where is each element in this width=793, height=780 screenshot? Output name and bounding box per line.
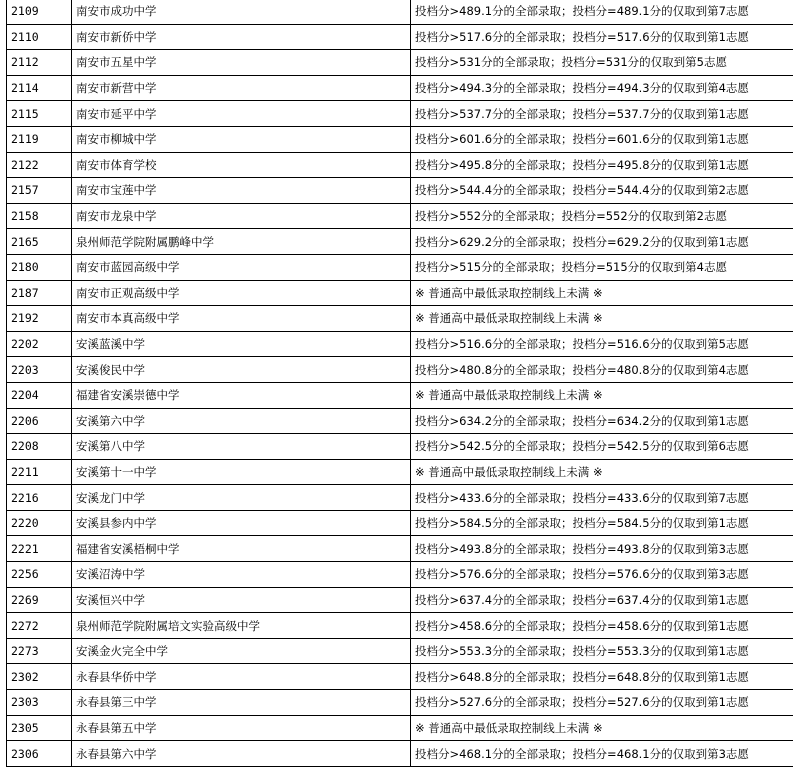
table-row xyxy=(7,664,793,690)
admission-result-cell: 投档分>637.4分的全部录取；投档分=637.4分的仅取到第1志愿 xyxy=(411,587,793,613)
table-row xyxy=(7,613,793,639)
admission-result-cell: 投档分>480.8分的全部录取；投档分=480.8分的仅取到第4志愿 xyxy=(411,357,793,383)
admission-result-cell: ※ 普通高中最低录取控制线上未满 ※ xyxy=(411,280,793,306)
admission-result-cell: 投档分>552分的全部录取；投档分=552分的仅取到第2志愿 xyxy=(411,203,793,229)
school-code-cell: 2187 xyxy=(7,280,72,306)
admission-result-cell: 投档分>527.6分的全部录取；投档分=527.6分的仅取到第1志愿 xyxy=(411,690,793,716)
school-name-cell: 南安市延平中学 xyxy=(72,101,411,127)
school-code-cell: 2157 xyxy=(7,178,72,204)
admission-result-cell: 投档分>537.7分的全部录取；投档分=537.7分的仅取到第1志愿 xyxy=(411,101,793,127)
admission-result-cell: 投档分>629.2分的全部录取；投档分=629.2分的仅取到第1志愿 xyxy=(411,229,793,255)
school-code-cell: 2305 xyxy=(7,715,72,741)
table-row xyxy=(7,331,793,357)
table-row xyxy=(7,587,793,613)
admission-result-cell: ※ 普通高中最低录取控制线上未满 ※ xyxy=(411,382,793,408)
table-row xyxy=(7,50,793,76)
school-name-cell: 南安市正观高级中学 xyxy=(72,280,411,306)
admission-result-cell: 投档分>515分的全部录取；投档分=515分的仅取到第4志愿 xyxy=(411,254,793,280)
table-row xyxy=(7,638,793,664)
table-row xyxy=(7,434,793,460)
school-code-cell: 2114 xyxy=(7,75,72,101)
school-name-cell: 南安市体育学校 xyxy=(72,152,411,178)
school-name-cell: 南安市宝莲中学 xyxy=(72,178,411,204)
table-row xyxy=(7,408,793,434)
school-code-cell: 2109 xyxy=(7,0,72,24)
school-code-cell: 2269 xyxy=(7,587,72,613)
admission-result-cell: 投档分>517.6分的全部录取；投档分=517.6分的仅取到第1志愿 xyxy=(411,24,793,50)
school-name-cell: 安溪沼涛中学 xyxy=(72,562,411,588)
school-code-cell: 2206 xyxy=(7,408,72,434)
school-name-cell: 安溪县参内中学 xyxy=(72,510,411,536)
school-code-cell: 2208 xyxy=(7,434,72,460)
school-code-cell: 2302 xyxy=(7,664,72,690)
school-name-cell: 南安市新侨中学 xyxy=(72,24,411,50)
school-code-cell: 2119 xyxy=(7,126,72,152)
school-name-cell: 永春县第五中学 xyxy=(72,715,411,741)
admission-result-cell: 投档分>493.8分的全部录取；投档分=493.8分的仅取到第3志愿 xyxy=(411,536,793,562)
school-code-cell: 2122 xyxy=(7,152,72,178)
school-name-cell: 永春县华侨中学 xyxy=(72,664,411,690)
school-code-cell: 2115 xyxy=(7,101,72,127)
school-code-cell: 2221 xyxy=(7,536,72,562)
school-name-cell: 南安市柳城中学 xyxy=(72,126,411,152)
table-row xyxy=(7,741,793,767)
school-name-cell: 福建省安溪梧桐中学 xyxy=(72,536,411,562)
school-name-cell: 南安市本真高级中学 xyxy=(72,306,411,332)
school-code-cell: 2256 xyxy=(7,562,72,588)
table-row xyxy=(7,203,793,229)
school-name-cell: 永春县第六中学 xyxy=(72,741,411,767)
school-code-cell: 2180 xyxy=(7,254,72,280)
school-name-cell: 安溪第八中学 xyxy=(72,434,411,460)
admission-result-cell: 投档分>648.8分的全部录取；投档分=648.8分的仅取到第1志愿 xyxy=(411,664,793,690)
admission-result-cell: ※ 普通高中最低录取控制线上未满 ※ xyxy=(411,459,793,485)
admission-result-cell: ※ 普通高中最低录取控制线上未满 ※ xyxy=(411,715,793,741)
school-code-cell: 2306 xyxy=(7,741,72,767)
table-row xyxy=(7,382,793,408)
admission-result-cell: 投档分>458.6分的全部录取；投档分=458.6分的仅取到第1志愿 xyxy=(411,613,793,639)
admission-table xyxy=(6,0,793,767)
table-row xyxy=(7,536,793,562)
admission-result-cell: 投档分>601.6分的全部录取；投档分=601.6分的仅取到第1志愿 xyxy=(411,126,793,152)
school-code-cell: 2192 xyxy=(7,306,72,332)
school-name-cell: 永春县第三中学 xyxy=(72,690,411,716)
school-code-cell: 2158 xyxy=(7,203,72,229)
school-code-cell: 2303 xyxy=(7,690,72,716)
school-name-cell: 南安市龙泉中学 xyxy=(72,203,411,229)
school-code-cell: 2220 xyxy=(7,510,72,536)
admission-result-cell: 投档分>495.8分的全部录取；投档分=495.8分的仅取到第1志愿 xyxy=(411,152,793,178)
table-row xyxy=(7,510,793,536)
table-body xyxy=(7,0,793,766)
table-row xyxy=(7,357,793,383)
table-row xyxy=(7,178,793,204)
admission-result-cell: 投档分>531分的全部录取；投档分=531分的仅取到第5志愿 xyxy=(411,50,793,76)
table-row xyxy=(7,24,793,50)
school-name-cell: 南安市五星中学 xyxy=(72,50,411,76)
school-name-cell: 福建省安溪崇德中学 xyxy=(72,382,411,408)
table-row xyxy=(7,485,793,511)
admission-result-cell: 投档分>544.4分的全部录取；投档分=544.4分的仅取到第2志愿 xyxy=(411,178,793,204)
school-code-cell: 2202 xyxy=(7,331,72,357)
table-row xyxy=(7,152,793,178)
admission-result-cell: 投档分>542.5分的全部录取；投档分=542.5分的仅取到第6志愿 xyxy=(411,434,793,460)
table-row xyxy=(7,459,793,485)
table-row xyxy=(7,101,793,127)
school-name-cell: 南安市蓝园高级中学 xyxy=(72,254,411,280)
table-row xyxy=(7,562,793,588)
table-row xyxy=(7,690,793,716)
admission-result-cell: 投档分>634.2分的全部录取；投档分=634.2分的仅取到第1志愿 xyxy=(411,408,793,434)
school-code-cell: 2165 xyxy=(7,229,72,255)
admission-result-cell: 投档分>433.6分的全部录取；投档分=433.6分的仅取到第7志愿 xyxy=(411,485,793,511)
admission-result-cell: 投档分>494.3分的全部录取；投档分=494.3分的仅取到第4志愿 xyxy=(411,75,793,101)
table-row xyxy=(7,0,793,24)
school-name-cell: 安溪金火完全中学 xyxy=(72,638,411,664)
school-code-cell: 2272 xyxy=(7,613,72,639)
school-code-cell: 2204 xyxy=(7,382,72,408)
school-name-cell: 安溪龙门中学 xyxy=(72,485,411,511)
school-code-cell: 2273 xyxy=(7,638,72,664)
admission-result-cell: 投档分>553.3分的全部录取；投档分=553.3分的仅取到第1志愿 xyxy=(411,638,793,664)
table-row xyxy=(7,715,793,741)
school-code-cell: 2216 xyxy=(7,485,72,511)
admission-result-cell: 投档分>576.6分的全部录取；投档分=576.6分的仅取到第3志愿 xyxy=(411,562,793,588)
school-name-cell: 安溪第六中学 xyxy=(72,408,411,434)
admission-result-cell: 投档分>468.1分的全部录取；投档分=468.1分的仅取到第3志愿 xyxy=(411,741,793,767)
table-row xyxy=(7,306,793,332)
school-name-cell: 安溪第十一中学 xyxy=(72,459,411,485)
school-name-cell: 南安市新营中学 xyxy=(72,75,411,101)
table-row xyxy=(7,75,793,101)
admission-result-cell: 投档分>516.6分的全部录取；投档分=516.6分的仅取到第5志愿 xyxy=(411,331,793,357)
school-name-cell: 安溪俊民中学 xyxy=(72,357,411,383)
table-row xyxy=(7,126,793,152)
school-code-cell: 2112 xyxy=(7,50,72,76)
school-name-cell: 安溪恒兴中学 xyxy=(72,587,411,613)
school-name-cell: 南安市成功中学 xyxy=(72,0,411,24)
admission-result-cell: ※ 普通高中最低录取控制线上未满 ※ xyxy=(411,306,793,332)
table-row xyxy=(7,229,793,255)
table-row xyxy=(7,280,793,306)
school-name-cell: 泉州师范学院附属鹏峰中学 xyxy=(72,229,411,255)
admission-result-cell: 投档分>489.1分的全部录取；投档分=489.1分的仅取到第7志愿 xyxy=(411,0,793,24)
school-code-cell: 2203 xyxy=(7,357,72,383)
admission-result-cell: 投档分>584.5分的全部录取；投档分=584.5分的仅取到第1志愿 xyxy=(411,510,793,536)
table-row xyxy=(7,254,793,280)
school-code-cell: 2211 xyxy=(7,459,72,485)
school-name-cell: 安溪蓝溪中学 xyxy=(72,331,411,357)
school-name-cell: 泉州师范学院附属培文实验高级中学 xyxy=(72,613,411,639)
school-code-cell: 2110 xyxy=(7,24,72,50)
